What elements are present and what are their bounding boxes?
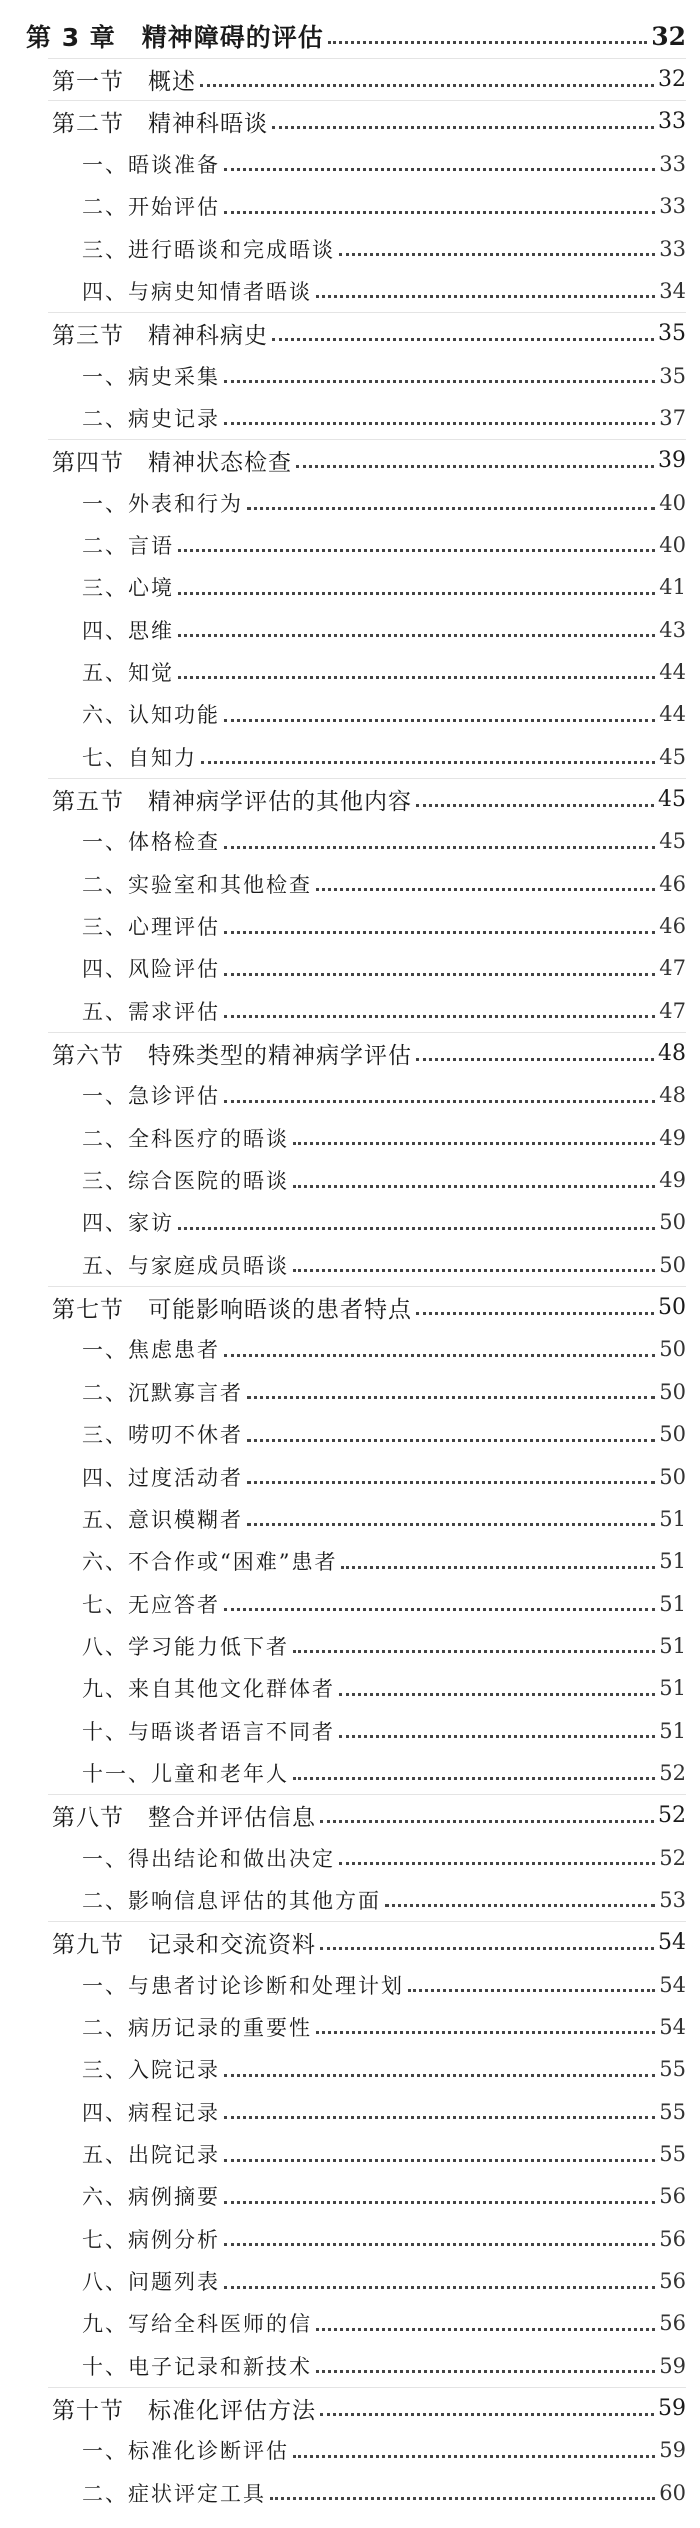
- toc-entry-page-number: 51: [659, 1591, 686, 1616]
- toc-sub-entry[interactable]: [0, 1117, 700, 1159]
- dot-leader: [339, 1862, 655, 1865]
- toc-sub-entry[interactable]: [0, 2175, 700, 2217]
- toc-entry-title: 三、进行晤谈和完成晤谈: [82, 237, 335, 262]
- toc-sub-entry[interactable]: [0, 1413, 700, 1455]
- toc-entry-title: 第五节 精神病学评估的其他内容: [52, 788, 412, 815]
- toc-entry-title: 九、写给全科医师的信: [82, 2312, 312, 2337]
- dot-leader: [224, 2074, 655, 2077]
- toc-section-entry[interactable]: [0, 2387, 700, 2429]
- dot-leader: [178, 1227, 655, 1230]
- toc-entry-title: 四、思维: [82, 618, 174, 643]
- table-of-contents: [0, 14, 700, 2514]
- toc-entry-title: 四、病程记录: [82, 2100, 220, 2125]
- toc-entry-title: 一、急诊评估: [82, 1084, 220, 1109]
- toc-entry-title: 二、沉默寡言者: [82, 1380, 243, 1405]
- toc-entry-title: 三、综合医院的晤谈: [82, 1169, 289, 1194]
- toc-entry-title: 二、全科医疗的晤谈: [82, 1126, 289, 1151]
- dot-leader: [385, 1904, 655, 1907]
- dot-leader: [247, 1523, 655, 1526]
- toc-entry-page-number: 49: [659, 1168, 686, 1193]
- toc-entry-page-number: 46: [659, 914, 686, 939]
- toc-entry-page-number: 59: [659, 2438, 686, 2463]
- toc-entry-title: 二、开始评估: [82, 195, 220, 220]
- toc-entry-page-number: 45: [659, 744, 686, 769]
- dot-leader: [341, 1566, 655, 1569]
- toc-entry-page-number: 56: [659, 2226, 686, 2251]
- toc-entry-page-number: 51: [659, 1633, 686, 1658]
- toc-sub-entry[interactable]: [0, 397, 700, 439]
- toc-entry-title: 七、无应答者: [82, 1592, 220, 1617]
- toc-entry-page-number: 50: [659, 1379, 686, 1404]
- toc-entry-page-number: 53: [659, 1887, 686, 1912]
- dot-leader: [224, 2116, 655, 2119]
- toc-entry-page-number: 37: [659, 405, 686, 430]
- toc-section-entry[interactable]: [0, 58, 700, 100]
- toc-entry-title: 一、焦虑患者: [82, 1338, 220, 1363]
- dot-leader: [293, 1142, 655, 1145]
- toc-entry-title: 六、不合作或“困难”患者: [82, 1550, 338, 1575]
- dot-leader: [339, 253, 655, 256]
- dot-leader: [293, 1269, 655, 1272]
- toc-entry-page-number: 40: [659, 532, 686, 557]
- toc-entry-page-number: 59: [659, 2353, 686, 2378]
- toc-entry-title: 四、过度活动者: [82, 1465, 243, 1490]
- toc-entry-page-number: 52: [658, 1802, 686, 1828]
- toc-sub-entry[interactable]: [0, 270, 700, 312]
- toc-entry-title: 一、得出结论和做出决定: [82, 1846, 335, 1871]
- toc-entry-title: 二、言语: [82, 533, 174, 558]
- toc-sub-entry[interactable]: [0, 566, 700, 608]
- toc-entry-title: 十、与晤谈者语言不同者: [82, 1719, 335, 1744]
- toc-sub-entry[interactable]: [0, 2345, 700, 2387]
- dot-leader: [320, 1820, 654, 1823]
- toc-entry-title: 八、问题列表: [82, 2270, 220, 2295]
- toc-entry-title: 八、学习能力低下者: [82, 1634, 289, 1659]
- dot-leader: [416, 1058, 654, 1061]
- toc-sub-entry[interactable]: [0, 1371, 700, 1413]
- toc-sub-entry[interactable]: [0, 1879, 700, 1921]
- toc-sub-entry[interactable]: [0, 1201, 700, 1243]
- toc-entry-title: 二、病历记录的重要性: [82, 2015, 312, 2040]
- toc-section-entry[interactable]: [0, 439, 700, 481]
- toc-entry-page-number: 46: [659, 871, 686, 896]
- toc-entry-page-number: 44: [659, 659, 686, 684]
- dot-leader: [293, 1650, 655, 1653]
- dot-leader: [316, 2328, 655, 2331]
- toc-entry-title: 三、入院记录: [82, 2058, 220, 2083]
- toc-entry-title: 第二节 精神科晤谈: [52, 111, 268, 138]
- toc-sub-entry[interactable]: [0, 143, 700, 185]
- dot-leader: [201, 761, 655, 764]
- dot-leader: [247, 1481, 655, 1484]
- toc-entry-page-number: 40: [659, 490, 686, 515]
- toc-sub-entry[interactable]: [0, 1752, 700, 1794]
- toc-sub-entry[interactable]: [0, 863, 700, 905]
- toc-sub-entry[interactable]: [0, 1498, 700, 1540]
- toc-entry-page-number: 52: [659, 1760, 686, 1785]
- dot-leader: [178, 549, 655, 552]
- toc-entry-title: 一、体格检查: [82, 830, 220, 855]
- toc-entry-title: 九、来自其他文化群体者: [82, 1677, 335, 1702]
- dot-leader: [339, 1735, 655, 1738]
- toc-entry-title: 第六节 特殊类型的精神病学评估: [52, 1042, 412, 1069]
- toc-entry-title: 四、风险评估: [82, 957, 220, 982]
- dot-leader: [320, 1947, 654, 1950]
- dot-leader: [224, 1354, 655, 1357]
- toc-sub-entry[interactable]: [0, 1244, 700, 1286]
- toc-entry-page-number: 50: [659, 1337, 686, 1362]
- toc-section-entry[interactable]: [0, 1794, 700, 1836]
- dot-leader: [320, 2413, 654, 2416]
- toc-entry-page-number: 45: [658, 786, 686, 812]
- dot-leader: [272, 338, 654, 341]
- dot-leader: [178, 592, 655, 595]
- dot-leader: [200, 84, 654, 87]
- toc-sub-entry[interactable]: [0, 524, 700, 566]
- toc-sub-entry[interactable]: [0, 1074, 700, 1116]
- toc-entry-title: 一、晤谈准备: [82, 152, 220, 177]
- toc-entry-page-number: 32: [651, 21, 686, 51]
- toc-entry-page-number: 48: [659, 1083, 686, 1108]
- toc-entry-title: 三、唠叨不休者: [82, 1423, 243, 1448]
- toc-section-entry[interactable]: [0, 312, 700, 354]
- toc-sub-entry[interactable]: [0, 1540, 700, 1582]
- toc-sub-entry[interactable]: [0, 2429, 700, 2471]
- dot-leader: [224, 2286, 655, 2289]
- dot-leader: [296, 465, 654, 468]
- toc-entry-title: 二、实验室和其他检查: [82, 872, 312, 897]
- dot-leader: [224, 211, 655, 214]
- toc-entry-page-number: 33: [659, 151, 686, 176]
- toc-entry-page-number: 50: [659, 1252, 686, 1277]
- dot-leader: [293, 1185, 655, 1188]
- toc-entry-page-number: 33: [659, 194, 686, 219]
- dot-leader: [224, 2243, 655, 2246]
- toc-sub-entry[interactable]: [0, 481, 700, 523]
- dot-leader: [247, 507, 655, 510]
- toc-section-entry[interactable]: [0, 1032, 700, 1074]
- dot-leader: [316, 295, 655, 298]
- toc-entry-title: 第 3 章 精神障碍的评估: [26, 23, 324, 52]
- toc-sub-entry[interactable]: [0, 1709, 700, 1751]
- dot-leader: [224, 380, 655, 383]
- toc-sub-entry[interactable]: [0, 947, 700, 989]
- toc-section-entry[interactable]: [0, 778, 700, 820]
- dot-leader: [416, 804, 654, 807]
- toc-entry-title: 三、心理评估: [82, 915, 220, 940]
- toc-sub-entry[interactable]: [0, 354, 700, 396]
- toc-sub-entry[interactable]: [0, 1836, 700, 1878]
- toc-sub-entry[interactable]: [0, 2133, 700, 2175]
- toc-entry-page-number: 51: [659, 1549, 686, 1574]
- toc-sub-entry[interactable]: [0, 736, 700, 778]
- toc-sub-entry[interactable]: [0, 1159, 700, 1201]
- toc-sub-entry[interactable]: [0, 1455, 700, 1497]
- toc-entry-title: 第十节 标准化评估方法: [52, 2397, 316, 2424]
- toc-entry-page-number: 54: [659, 2014, 686, 2039]
- dot-leader: [224, 1100, 655, 1103]
- toc-sub-entry[interactable]: [0, 227, 700, 269]
- toc-entry-page-number: 48: [658, 1040, 686, 1066]
- dot-leader: [224, 1608, 655, 1611]
- toc-sub-entry[interactable]: [0, 2260, 700, 2302]
- toc-entry-page-number: 51: [659, 1676, 686, 1701]
- toc-entry-page-number: 55: [659, 2142, 686, 2167]
- toc-entry-page-number: 34: [659, 278, 686, 303]
- dot-leader: [272, 126, 654, 129]
- toc-entry-page-number: 50: [659, 1464, 686, 1489]
- toc-entry-page-number: 55: [659, 2057, 686, 2082]
- toc-entry-title: 十、电子记录和新技术: [82, 2354, 312, 2379]
- toc-entry-page-number: 54: [658, 1929, 686, 1955]
- toc-entry-title: 五、知觉: [82, 660, 174, 685]
- toc-sub-entry[interactable]: [0, 2091, 700, 2133]
- toc-entry-page-number: 52: [659, 1845, 686, 1870]
- dot-leader: [293, 2455, 655, 2458]
- dot-leader: [328, 41, 647, 44]
- dot-leader: [247, 1439, 655, 1442]
- toc-entry-title: 三、心境: [82, 576, 174, 601]
- dot-leader: [224, 973, 655, 976]
- toc-entry-page-number: 43: [659, 617, 686, 642]
- toc-entry-title: 第九节 记录和交流资料: [52, 1931, 316, 1958]
- toc-entry-title: 第三节 精神科病史: [52, 322, 268, 349]
- dot-leader: [408, 1989, 655, 1992]
- dot-leader: [178, 634, 655, 637]
- toc-entry-title: 四、家访: [82, 1211, 174, 1236]
- toc-sub-entry[interactable]: [0, 2302, 700, 2344]
- toc-entry-title: 第四节 精神状态检查: [52, 449, 292, 476]
- toc-entry-page-number: 39: [658, 447, 686, 473]
- toc-entry-title: 七、自知力: [82, 745, 197, 770]
- toc-sub-entry[interactable]: [0, 2006, 700, 2048]
- dot-leader: [224, 846, 655, 849]
- toc-sub-entry[interactable]: [0, 608, 700, 650]
- toc-sub-entry[interactable]: [0, 905, 700, 947]
- toc-entry-page-number: 44: [659, 702, 686, 727]
- toc-entry-title: 第一节 概述: [52, 68, 196, 95]
- toc-sub-entry[interactable]: [0, 693, 700, 735]
- toc-entry-page-number: 33: [659, 236, 686, 261]
- toc-entry-page-number: 50: [658, 1294, 686, 1320]
- dot-leader: [224, 168, 655, 171]
- toc-entry-title: 第八节 整合并评估信息: [52, 1804, 316, 1831]
- toc-entry-page-number: 32: [658, 66, 686, 92]
- dot-leader: [224, 719, 655, 722]
- toc-sub-entry[interactable]: [0, 651, 700, 693]
- dot-leader: [224, 2201, 655, 2204]
- toc-entry-title: 六、认知功能: [82, 703, 220, 728]
- toc-entry-page-number: 50: [659, 1422, 686, 1447]
- dot-leader: [224, 1015, 655, 1018]
- toc-entry-title: 五、出院记录: [82, 2143, 220, 2168]
- toc-sub-entry[interactable]: [0, 1667, 700, 1709]
- toc-sub-entry[interactable]: [0, 1625, 700, 1667]
- toc-entry-page-number: 50: [659, 1210, 686, 1235]
- toc-entry-title: 一、病史采集: [82, 364, 220, 389]
- dot-leader: [270, 2497, 655, 2500]
- toc-entry-page-number: 56: [659, 2184, 686, 2209]
- dot-leader: [224, 931, 655, 934]
- toc-entry-title: 四、与病史知情者晤谈: [82, 279, 312, 304]
- toc-entry-page-number: 47: [659, 956, 686, 981]
- toc-entry-title: 五、意识模糊者: [82, 1507, 243, 1532]
- toc-entry-title: 十一、儿童和老年人: [82, 1761, 289, 1786]
- toc-section-entry[interactable]: [0, 1921, 700, 1963]
- toc-entry-title: 五、与家庭成员晤谈: [82, 1253, 289, 1278]
- toc-entry-title: 二、病史记录: [82, 406, 220, 431]
- dot-leader: [339, 1693, 655, 1696]
- toc-entry-title: 二、影响信息评估的其他方面: [82, 1888, 381, 1913]
- toc-entry-title: 六、病例摘要: [82, 2185, 220, 2210]
- toc-sub-entry[interactable]: [0, 185, 700, 227]
- dot-leader: [178, 676, 655, 679]
- toc-sub-entry[interactable]: [0, 1582, 700, 1624]
- toc-entry-page-number: 33: [658, 109, 686, 135]
- dot-leader: [316, 2031, 655, 2034]
- toc-sub-entry[interactable]: [0, 990, 700, 1032]
- dot-leader: [247, 1396, 655, 1399]
- toc-entry-title: 五、需求评估: [82, 999, 220, 1024]
- toc-section-entry[interactable]: [0, 1286, 700, 1328]
- toc-entry-page-number: 45: [659, 829, 686, 854]
- toc-sub-entry[interactable]: [0, 1963, 700, 2005]
- toc-entry-page-number: 54: [659, 1972, 686, 1997]
- toc-entry-page-number: 35: [659, 363, 686, 388]
- toc-entry-title: 一、外表和行为: [82, 491, 243, 516]
- dot-leader: [316, 888, 655, 891]
- toc-section-entry[interactable]: [0, 100, 700, 142]
- toc-chapter-entry[interactable]: [0, 14, 700, 58]
- toc-entry-title: 第七节 可能影响晤谈的患者特点: [52, 1296, 412, 1323]
- toc-sub-entry[interactable]: [0, 1328, 700, 1370]
- toc-entry-page-number: 51: [659, 1506, 686, 1531]
- dot-leader: [416, 1312, 654, 1315]
- dot-leader: [224, 422, 655, 425]
- toc-entry-page-number: 56: [659, 2311, 686, 2336]
- toc-entry-page-number: 47: [659, 998, 686, 1023]
- dot-leader: [293, 1777, 655, 1780]
- toc-sub-entry[interactable]: [0, 2472, 700, 2514]
- toc-sub-entry[interactable]: [0, 2048, 700, 2090]
- dot-leader: [316, 2370, 655, 2373]
- toc-entry-page-number: 51: [659, 1718, 686, 1743]
- dot-leader: [224, 2159, 655, 2162]
- toc-entry-page-number: 41: [659, 575, 686, 600]
- toc-entry-page-number: 49: [659, 1125, 686, 1150]
- toc-entry-page-number: 35: [658, 320, 686, 346]
- toc-entry-title: 一、标准化诊断评估: [82, 2439, 289, 2464]
- toc-sub-entry[interactable]: [0, 820, 700, 862]
- toc-entry-title: 一、与患者讨论诊断和处理计划: [82, 1973, 404, 1998]
- toc-entry-page-number: 55: [659, 2099, 686, 2124]
- toc-entry-title: 七、病例分析: [82, 2227, 220, 2252]
- toc-entry-title: 二、症状评定工具: [82, 2481, 266, 2506]
- toc-entry-page-number: 59: [658, 2395, 686, 2421]
- toc-entry-page-number: 60: [659, 2480, 686, 2505]
- toc-sub-entry[interactable]: [0, 2218, 700, 2260]
- toc-entry-page-number: 56: [659, 2269, 686, 2294]
